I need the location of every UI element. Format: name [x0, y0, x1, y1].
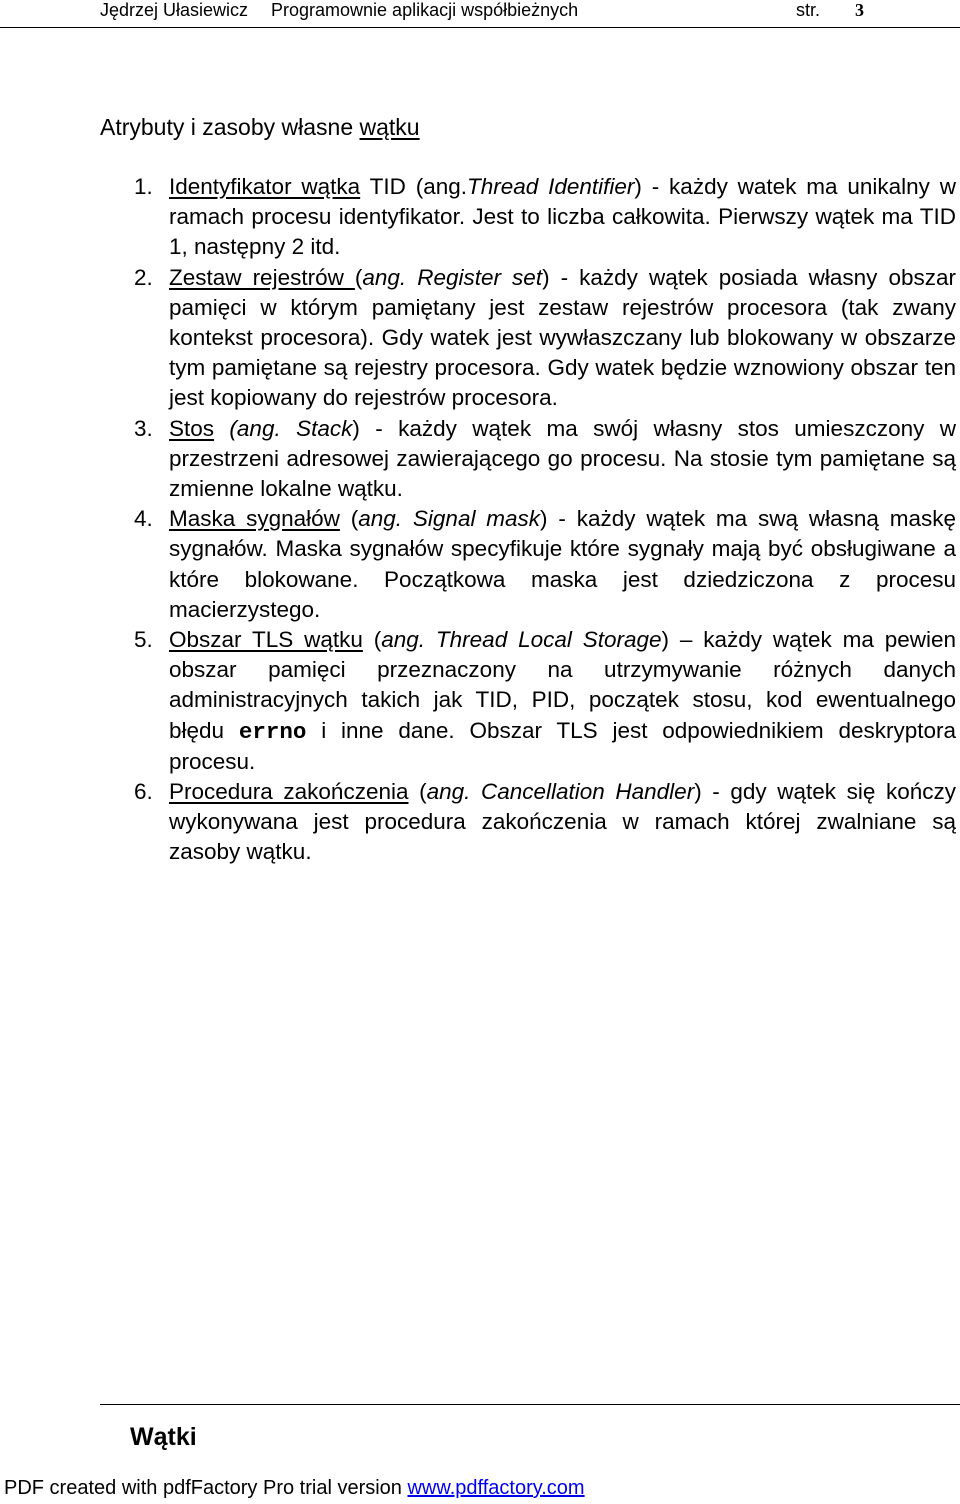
attribute-list: [0, 172, 960, 868]
item-english-term: Stack: [296, 415, 353, 441]
header-page-label: str.: [796, 0, 821, 20]
item-number: 1.: [134, 174, 153, 199]
item-text-part: (: [354, 264, 363, 290]
item-term: Zestaw rejestrów: [169, 264, 355, 290]
page-header: [0, 0, 960, 28]
item-number: 5.: [134, 627, 153, 653]
footer-divider: [100, 1404, 960, 1405]
section-title-text: Atrybuty i zasoby własne: [100, 114, 360, 140]
item-text-part: (: [408, 779, 427, 805]
item-description: ) – każdy wątek ma pewien obszar pamięci przeznaczony na utrzymywanie różnych danych administracyjnych takich jak TID, PID, początek stosu, kod ewentualnego błędu: [169, 627, 956, 743]
section-title: [100, 112, 420, 142]
item-number: 3.: [134, 415, 153, 441]
item-text-part: [214, 416, 229, 441]
list-item: [0, 414, 960, 505]
item-description-end: i inne dane. Obszar TLS jest odpowiednikiem deskryptora procesu.: [169, 717, 956, 774]
header-page-number: 3: [855, 0, 864, 20]
pdf-watermark-text: PDF created with pdfFactory Pro trial version: [4, 1477, 408, 1499]
item-text-part: (: [362, 627, 382, 653]
header-title: Programownie aplikacji współbieżnych: [271, 0, 579, 20]
item-term: Identyfikator wątka: [169, 174, 361, 199]
list-item: [0, 625, 960, 777]
item-text-part: (: [339, 506, 359, 532]
item-term: Obszar TLS wątku: [169, 627, 363, 653]
list-item: [0, 172, 960, 263]
header-author: Jędrzej Ułasiewicz: [100, 0, 249, 20]
pdffactory-link[interactable]: www.pdffactory.com: [407, 1477, 585, 1499]
item-ang-label: ang.: [358, 506, 413, 532]
item-number: 4.: [134, 506, 153, 532]
item-english-term: Thread Local Storage: [435, 627, 662, 653]
item-english-term: Register set: [417, 264, 543, 290]
item-ang-label: ang.: [381, 627, 436, 653]
item-text-part: TID (: [360, 174, 424, 199]
section-title-underlined: wątku: [359, 114, 420, 140]
list-item: [0, 263, 960, 414]
item-description: ) - każdy wątek ma swą własną maskę sygnałów. Maska sygnałów specyfikuje które sygnały mają być obsługiwane a które blokowane. Początkowa maska jest dziedziczona z procesu macierzystego.: [169, 506, 957, 622]
pdf-watermark: [4, 1476, 585, 1500]
item-ang-label: ang.: [423, 174, 467, 199]
item-number: 6.: [134, 779, 153, 805]
item-description: ) - każdy wątek posiada własny obszar pamięci w którym pamiętany jest zestaw rejestrów procesora (tak zwany kontekst procesora). Gdy watek jest wywłaszczany lub blokowany w obszarze tym pamiętane są rejestry procesora. Gdy watek będzie wznowiony obszar ten jest kopiowany do rejestrów procesora.: [169, 264, 956, 411]
list-item: [0, 504, 960, 625]
item-english-term: Signal mask: [412, 506, 541, 532]
item-term: Maska sygnałów: [169, 506, 340, 532]
item-text: [169, 172, 956, 263]
item-text: [169, 504, 956, 625]
item-text: [169, 625, 956, 777]
item-ang-label: ang.: [426, 779, 481, 805]
item-term: Stos: [169, 415, 215, 441]
item-description: ) - każdy watek ma unikalny w ramach procesu identyfikator. Jest to liczba całkowita. Pierwszy wątek ma TID 1, następny 2 itd.: [169, 174, 956, 260]
item-number: 2.: [134, 264, 153, 290]
item-text: [169, 414, 956, 505]
item-english-term: Cancellation Handler: [480, 779, 695, 805]
item-description: ) - każdy wątek ma swój własny stos umieszczony w przestrzeni adresowej zawierającego go procesu. Na stosie tym pamiętane są zmienne lokalne wątku.: [169, 415, 956, 502]
item-ang-label: ang.: [362, 264, 418, 290]
footer-label: Wątki: [130, 1423, 197, 1451]
item-code: errno: [238, 718, 307, 745]
item-text: [169, 777, 956, 868]
item-term: Procedura zakończenia: [169, 779, 409, 805]
item-description: ) - gdy wątek się kończy wykonywana jest procedura zakończenia w ramach której zwalniane są zasoby wątku.: [169, 779, 956, 865]
list-item: [0, 777, 960, 868]
item-english-term: Thread Identifier: [466, 174, 635, 199]
item-ang-label: (ang.: [229, 415, 297, 441]
item-text: [169, 263, 956, 414]
